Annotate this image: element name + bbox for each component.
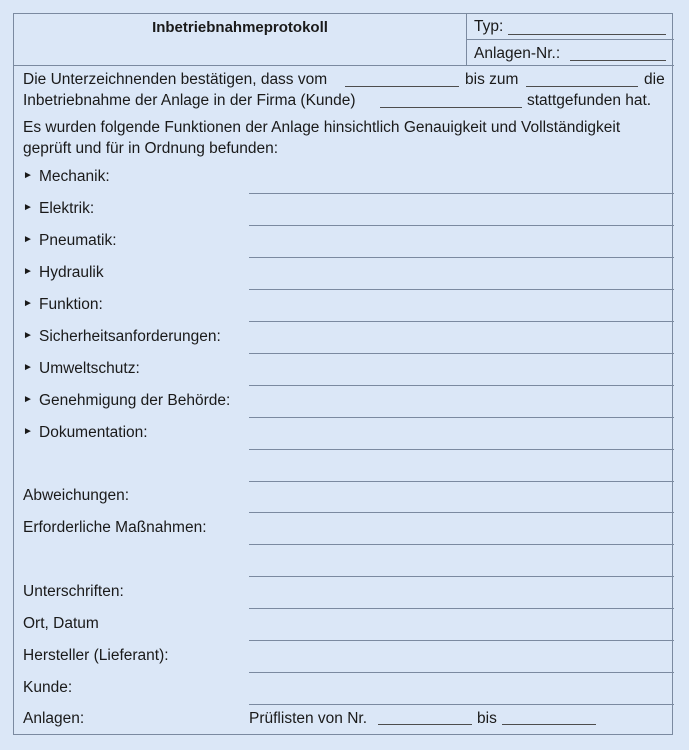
kunde-label: Kunde: xyxy=(23,679,73,696)
massnahmen-answer-line[interactable] xyxy=(249,544,674,545)
bullet-icon: ► xyxy=(23,298,33,309)
pneumatik-answer-line[interactable] xyxy=(249,257,674,258)
check-item-dokumentation: Dokumentation: xyxy=(39,424,148,441)
bullet-icon: ► xyxy=(23,202,33,213)
header-divider-right xyxy=(466,39,674,40)
bullet-icon: ► xyxy=(23,330,33,341)
header-bottom-divider xyxy=(14,65,674,66)
bullet-icon: ► xyxy=(23,394,33,405)
intro-line-2-b: stattgefunden hat. xyxy=(527,92,652,109)
customer-company-line[interactable] xyxy=(380,107,522,108)
abweichungen-label: Abweichungen: xyxy=(23,487,129,504)
page-title: Inbetriebnahmeprotokoll xyxy=(152,19,328,36)
hersteller-line[interactable] xyxy=(249,672,674,673)
hersteller-label: Hersteller (Lieferant): xyxy=(23,647,169,664)
sicherheit-answer-line[interactable] xyxy=(249,353,674,354)
bullet-icon: ► xyxy=(23,234,33,245)
kunde-line[interactable] xyxy=(249,704,674,705)
intro-line-1-c: die xyxy=(644,71,665,88)
check-item-mechanik: Mechanik: xyxy=(39,168,110,185)
anlagen-label: Anlagen: xyxy=(23,710,85,727)
check-item-genehmigung: Genehmigung der Behörde: xyxy=(39,392,231,409)
date-to-line[interactable] xyxy=(526,86,638,87)
check-item-sicherheit: Sicherheitsanforderungen: xyxy=(39,328,221,345)
ort-datum-label: Ort, Datum xyxy=(23,615,99,632)
dokumentation-answer-line[interactable] xyxy=(249,449,674,450)
unterschriften-label: Unterschriften: xyxy=(23,583,124,600)
bullet-icon: ► xyxy=(23,170,33,181)
hydraulik-answer-line[interactable] xyxy=(249,289,674,290)
prueflisten-bis-label: bis xyxy=(477,710,497,727)
intro-line-1-a: Die Unterzeichnenden bestätigen, dass vom xyxy=(23,71,328,88)
check-item-pneumatik: Pneumatik: xyxy=(39,232,117,249)
check-item-funktion: Funktion: xyxy=(39,296,103,313)
check-item-umweltschutz: Umweltschutz: xyxy=(39,360,140,377)
bullet-icon: ► xyxy=(23,362,33,373)
mechanik-answer-line[interactable] xyxy=(249,193,674,194)
intro-line-3: Es wurden folgende Funktionen der Anlage hinsichtlich Genauigkeit und Vollständigkeit xyxy=(23,119,621,136)
date-from-line[interactable] xyxy=(345,86,459,87)
check-item-hydraulik: Hydraulik xyxy=(39,264,104,281)
massnahmen-answer-line-2[interactable] xyxy=(249,576,674,577)
typ-label: Typ: xyxy=(474,18,504,35)
abweichungen-answer-line[interactable] xyxy=(249,512,674,513)
massnahmen-label: Erforderliche Maßnahmen: xyxy=(23,519,207,536)
prueflisten-label: Prüflisten von Nr. xyxy=(249,710,368,727)
commissioning-form xyxy=(13,13,673,735)
check-item-elektrik: Elektrik: xyxy=(39,200,95,217)
unterschriften-line[interactable] xyxy=(249,608,674,609)
umweltschutz-answer-line[interactable] xyxy=(249,385,674,386)
bullet-icon: ► xyxy=(23,266,33,277)
genehmigung-answer-line[interactable] xyxy=(249,417,674,418)
prueflisten-from-line[interactable] xyxy=(378,724,472,725)
blank-answer-line[interactable] xyxy=(249,481,674,482)
typ-field-line[interactable] xyxy=(508,34,666,35)
ort-datum-line[interactable] xyxy=(249,640,674,641)
anlagen-nr-label: Anlagen-Nr.: xyxy=(474,45,561,62)
intro-line-4: geprüft und für in Ordnung befunden: xyxy=(23,140,279,157)
elektrik-answer-line[interactable] xyxy=(249,225,674,226)
bullet-icon: ► xyxy=(23,426,33,437)
prueflisten-to-line[interactable] xyxy=(502,724,596,725)
anlagen-nr-field-line[interactable] xyxy=(570,60,666,61)
intro-line-1-b: bis zum xyxy=(465,71,519,88)
funktion-answer-line[interactable] xyxy=(249,321,674,322)
intro-line-2-a: Inbetriebnahme der Anlage in der Firma (Kunde) xyxy=(23,92,356,109)
